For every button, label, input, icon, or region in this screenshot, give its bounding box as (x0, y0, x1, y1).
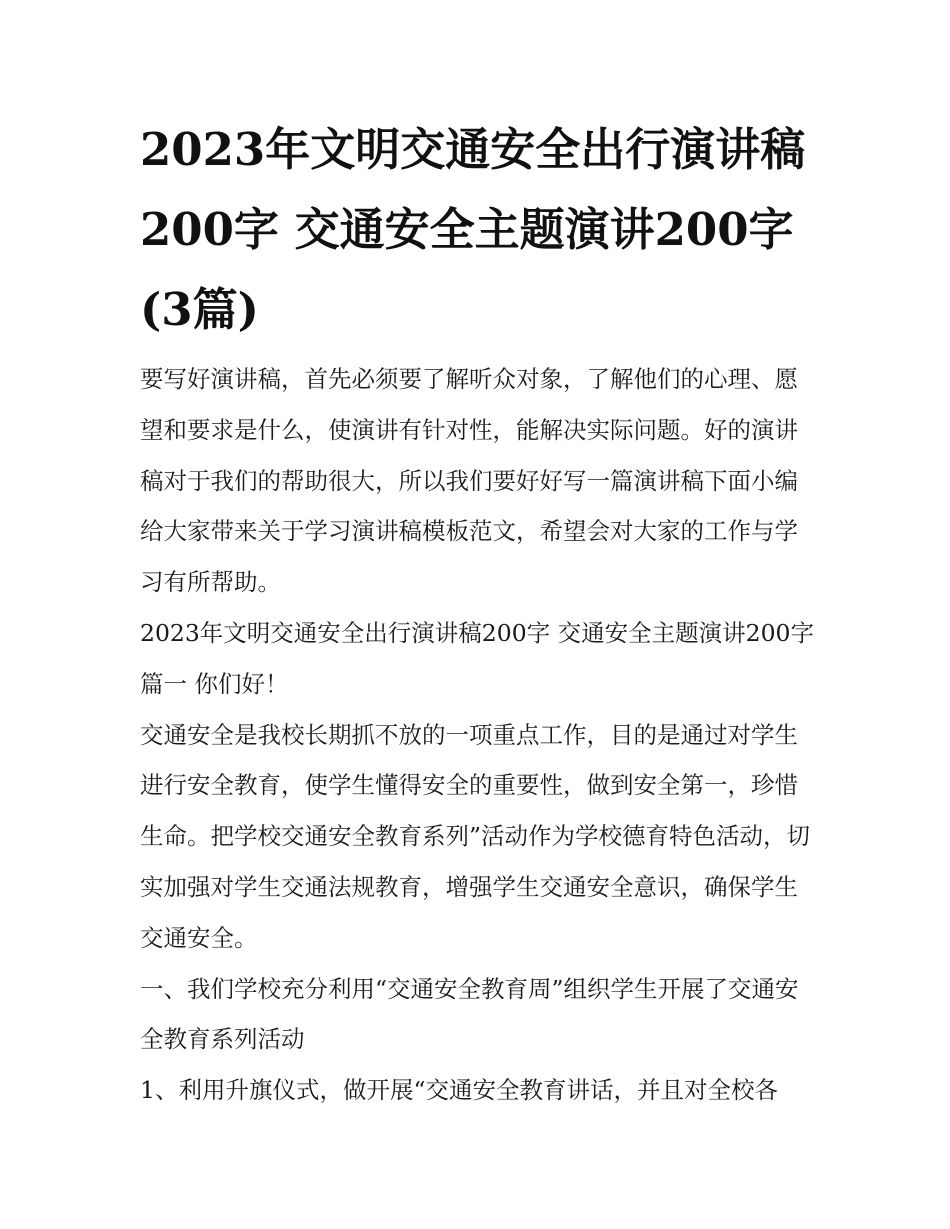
list-item-paragraph: 1、利用升旗仪式，做开展“交通安全教育讲话，并且对全校各 (140, 1076, 778, 1105)
section-heading-paragraph: 2023年文明交通安全出行演讲稿200字 交通安全主题演讲200字篇一 你们好！ (140, 618, 814, 698)
document-body (140, 354, 815, 1116)
document-title: 2023年文明交通安全出行演讲稿200字 交通安全主题演讲200字(3篇) (140, 123, 806, 336)
body-paragraph: 交通安全是我校长期抓不放的一项重点工作，目的是通过对学生进行安全教育，使学生懂得安全的重要性，做到安全第一，珍惜生命。把学校交通安全教育系列”活动作为学校德育特色活动，切实加强对学生交通法规教育，增强学生交通安全意识，确保学生交通安全。 (140, 720, 811, 952)
intro-paragraph: 要写好演讲稿，首先必须要了解听众对象，了解他们的心理、愿望和要求是什么，使演讲有针对性，能解决实际问题。好的演讲稿对于我们的帮助很大，所以我们要好好写一篇演讲稿下面小编给大家带来关于学习演讲稿模板范文，希望会对大家的工作与学习有所帮助。 (140, 365, 798, 597)
list-heading-paragraph: 一、我们学校充分利用“交通安全教育周”组织学生开展了交通安全教育系列活动 (140, 974, 799, 1054)
